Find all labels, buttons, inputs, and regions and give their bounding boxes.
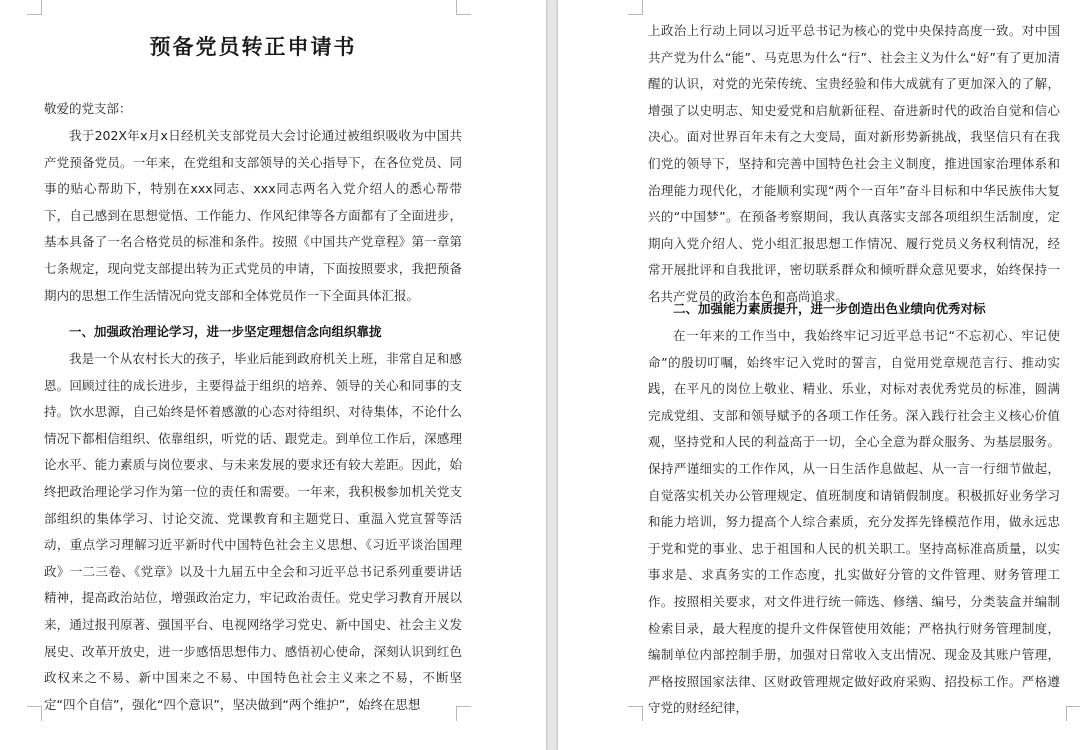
body-paragraph: 上政治上行动上同以习近平总书记为核心的党中央保持高度一致。对中国共产党为什么“能”、马克思为什么“行”、社会主义为什么“好”有了更加清醒的认识，对党的光荣传统、宝贵经验和伟大成就有了更加深入的了解，增强了以史明志、知史爱党和启航新征程、奋进新时代的政治自觉和信心决心。面对世界百年未有之大变局，面对新形势新挑战，我坚信只有在我们党的领导下，坚持和完善中国特色社会主义制度，推进国家治理体系和治理能力现代化，才能顺利实现“两个一百年”奋斗目标和中华民族伟大复兴的“中国梦”。在预备考察期间，我认真落实支部各项组织生活制度，定期向入党介绍人、党小组汇报思想工作情况、履行党员义务权利情况，经常开展批评和自我批评，密切联系群众和倾听群众意见要求，始终保持一名共产党员的政治本色和高尚追求。 [648, 23, 1060, 304]
page-margin-corner-mark [628, 706, 643, 721]
document-title: 预备党员转正申请书 [149, 34, 357, 59]
section-heading: 一、加强政治理论学习，进一步坚定理想信念向组织靠拢 [69, 324, 382, 339]
page-margin-corner-mark [1066, 706, 1080, 721]
page-margin-corner-mark [27, 706, 42, 721]
document-page-right [558, 0, 1080, 750]
page-margin-corner-mark [628, 0, 643, 15]
salutation: 敬爱的党支部： [44, 101, 132, 116]
body-paragraph: 我是一个从农村长大的孩子，毕业后能到政府机关上班，非常自足和感恩。回顾过往的成长进步，主要得益于组织的培养、领导的关心和同事的支持。饮水思源，自己始终是怀着感激的心态对待组织、对待集体，不论什么情况下都相信组织、依靠组织，听党的话、跟党走。到单位工作后，深感理论水平、能力素质与岗位要求、与未来发展的要求还有较大差距。因此，始终把政治理论学习作为第一位的责任和需要。一年来，我积极参加机关党支部组织的集体学习、讨论交流、党课教育和主题党日、重温入党宣誓等活动，重点学习理解习近平新时代中国特色社会主义思想、《习近平谈治国理政》一二三卷、《党章》以及十九届五中全会和习近平总书记系列重要讲话精神，提高政治站位，增强政治定力，牢记政治责任。党史学习教育开展以来，通过报刊原著、强国平台、电视网络学习党史、新中国史、社会主义发展史、改革开放史，进一步感悟思想伟力、感悟初心使命，深刻认识到红色政权来之不易、新中国来之不易、中国特色社会主义来之不易，不断坚定“四个自信”，强化“四个意识”，坚决做到“两个维护”，始终在思想 [44, 351, 462, 712]
page-margin-corner-mark [27, 0, 42, 15]
page-margin-corner-mark [456, 0, 471, 15]
body-paragraph: 在一年来的工作当中，我始终牢记习近平总书记“不忘初心、牢记使命”的殷切叮嘱，始终牢记入党时的誓言，自觉用党章规范言行、推动实践，在平凡的岗位上敬业、精业、乐业，对标对表优秀党员的标准，圆满完成党组、支部和领导赋予的各项工作任务。深入践行社会主义核心价值观，坚持党和人民的利益高于一切，全心全意为群众服务、为基层服务。保持严谨细实的工作作风，从一日生活作息做起、从一言一行细节做起，自觉落实机关办公管理规定、值班制度和请销假制度。积极抓好业务学习和能力培训，努力提高个人综合素质，充分发挥先锋模范作用，做永远忠于党和党的事业、忠于祖国和人民的机关职工。坚持高标准高质量，以实事求是、求真务实的工作态度，扎实做好分管的文件管理、财务管理工作。按照相关要求，对文件进行统一筛选、修缮、编号，分类装盒并编制检索目录，最大程度的提升文件保管使用效能；严格执行财务管理制度，编制单位内部控制手册，加强对日常收入支出情况、现金及其账户管理，严格按照国家法律、区财政管理规定做好政府采购、招投标工作。严格遵守党的财经纪律， [648, 328, 1060, 716]
section-heading: 二、加强能力素质提升，进一步创造出色业绩向优秀对标 [673, 301, 986, 316]
body-paragraph: 我于202X年x月x日经机关支部党员大会讨论通过被组织吸收为中国共产党预备党员。一年来，在党组和支部领导的关心指导下，在各位党员、同事的贴心帮助下，特别在xxx同志、xxx同志两名入党介绍人的悉心帮带下，自己感到在思想觉悟、工作能力、作风纪律等各方面都有了全面进步，基本具备了一名合格党员的标准和条件。按照《中国共产党章程》第一章第七条规定，现向党支部提出转为正式党员的申请，下面按照要求，我把预备期内的思想工作生活情况向党支部和全体党员作一下全面具体汇报。 [44, 128, 462, 303]
